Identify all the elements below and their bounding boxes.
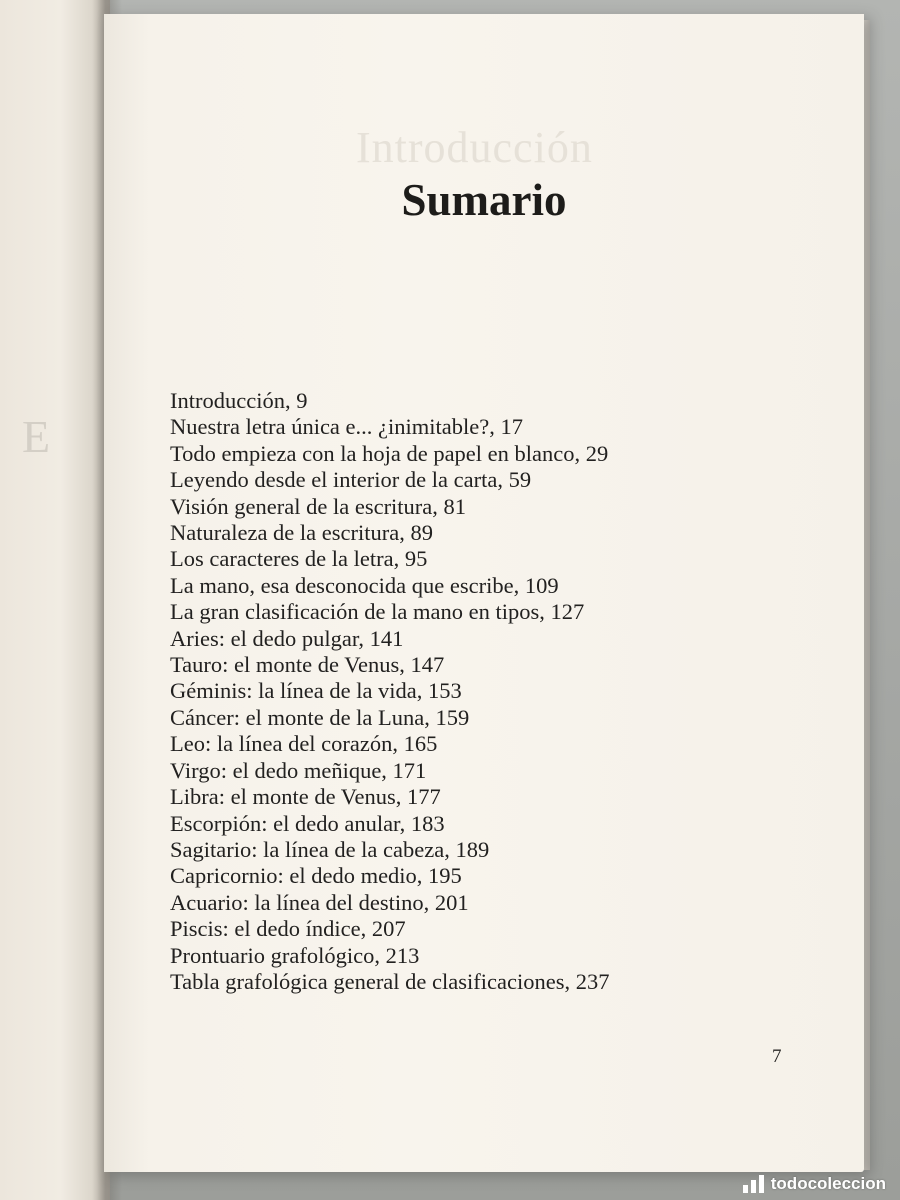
toc-entry: Géminis: la línea de la vida, 153 xyxy=(170,678,462,704)
toc-entry: Escorpión: el dedo anular, 183 xyxy=(170,810,445,836)
toc-entry: Los caracteres de la letra, 95 xyxy=(170,546,428,572)
toc-entry: Visión general de la escritura, 81 xyxy=(170,493,467,519)
watermark-text: todocoleccion xyxy=(770,1174,886,1193)
page-edge xyxy=(864,20,870,1170)
page-number: 7 xyxy=(772,1046,782,1067)
table-of-contents xyxy=(170,388,609,995)
todocoleccion-logo-icon xyxy=(743,1175,765,1193)
book-page xyxy=(104,14,864,1172)
toc-entry: Cáncer: el monte de la Luna, 159 xyxy=(170,704,470,730)
toc-entry: Nuestra letra única e... ¿inimitable?, 17 xyxy=(170,414,523,440)
toc-entry: La mano, esa desconocida que escribe, 109 xyxy=(170,572,559,598)
toc-entry: Leyendo desde el interior de la carta, 59 xyxy=(170,467,532,493)
toc-entry: Virgo: el dedo meñique, 171 xyxy=(170,757,427,783)
toc-entry: Capricornio: el dedo medio, 195 xyxy=(170,863,462,889)
toc-entry: Libra: el monte de Venus, 177 xyxy=(170,784,441,810)
toc-entry: Leo: la línea del corazón, 165 xyxy=(170,731,438,757)
toc-entry: Naturaleza de la escritura, 89 xyxy=(170,520,433,546)
show-through-heading: Introducción xyxy=(356,123,593,172)
toc-entry: Aries: el dedo pulgar, 141 xyxy=(170,625,404,651)
toc-entry: La gran clasificación de la mano en tipos, 127 xyxy=(170,599,585,625)
page-title: Sumario xyxy=(401,175,567,225)
toc-entry: Piscis: el dedo índice, 207 xyxy=(170,916,406,942)
toc-entry: Introducción, 9 xyxy=(170,388,308,413)
watermark xyxy=(743,1174,886,1194)
toc-entry: Sagitario: la línea de la cabeza, 189 xyxy=(170,836,490,862)
left-page-show-through-text: E xyxy=(22,411,51,462)
toc-entry: Acuario: la línea del destino, 201 xyxy=(170,889,469,915)
toc-entry: Tabla grafológica general de clasificaciones, 237 xyxy=(170,968,610,994)
toc-entry: Tauro: el monte de Venus, 147 xyxy=(170,652,445,678)
toc-entry: Prontuario grafológico, 213 xyxy=(170,942,420,968)
toc-entry: Todo empieza con la hoja de papel en blanco, 29 xyxy=(170,440,609,466)
